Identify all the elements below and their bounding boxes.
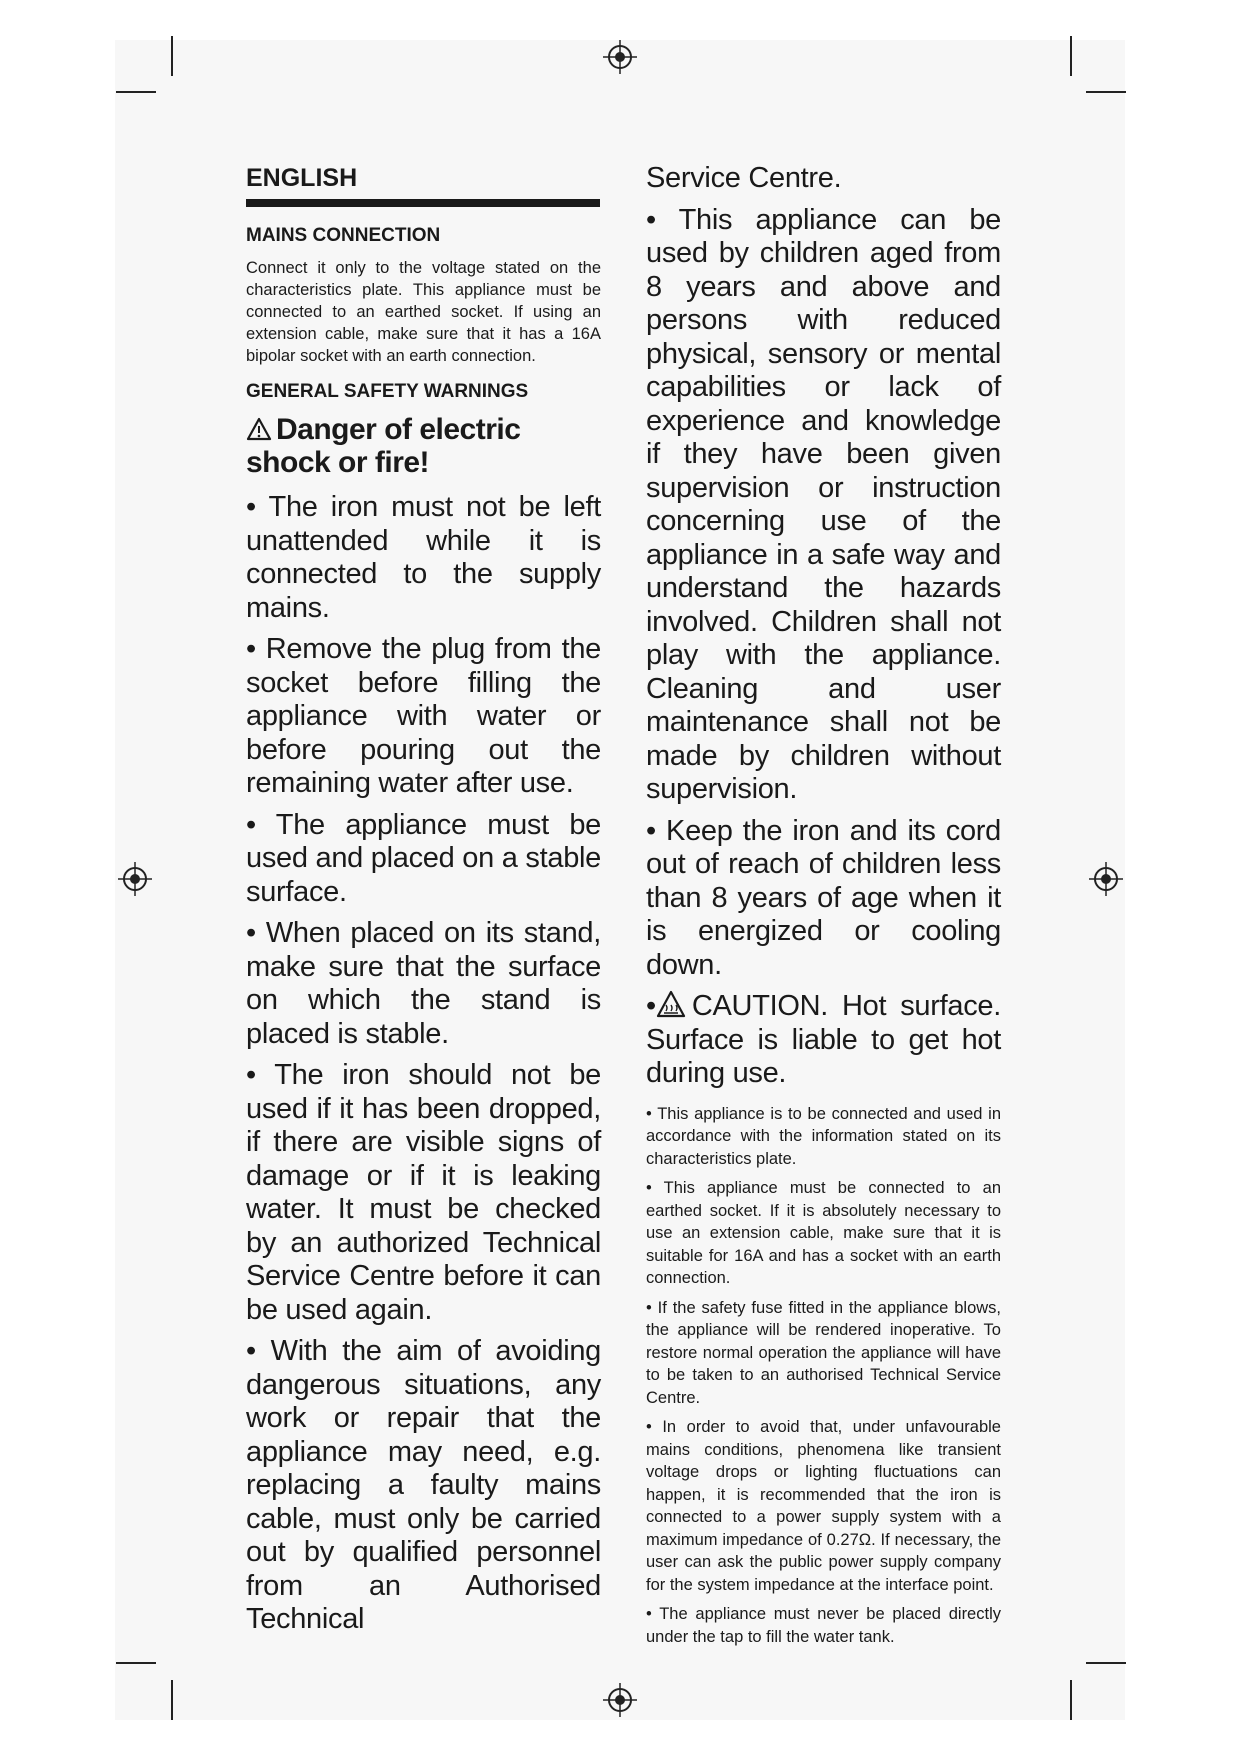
crop-mark [171, 1680, 173, 1720]
crop-mark [1086, 91, 1126, 93]
caution-text: CAUTION. Hot surface. Surface is liable to get hot during use. [646, 990, 1001, 1089]
hot-surface-icon [656, 990, 686, 1018]
safety-warnings-heading: GENERAL SAFETY WARNINGS [246, 381, 529, 402]
registration-mark-icon [1089, 862, 1123, 896]
children-warning: • This appliance can be used by children aged from 8 years and above and persons with reduced physical, sensory or mental capabilities or lack of experience and knowledge if they have been given supervision or instruction concerning use of the appliance in a safe way and understand the hazards involved. Children shall not play with the appliance. Cleaning and user maintenance shall not be made by children without supervision. [646, 203, 1001, 805]
info-paragraph: • If the safety fuse fitted in the appliance blows, the appliance will be rendered inoperative. To restore normal operation the appliance will have to be taken to an authorised Technical Service Centre. [646, 1298, 1001, 1407]
info-paragraph: • This appliance is to be connected and used in accordance with the information stated on its characteristics plate. [646, 1104, 1001, 1168]
danger-title-text: Danger of electric shock or fire! [246, 413, 521, 479]
caution-warning [646, 990, 1001, 1091]
mains-connection-text: Connect it only to the voltage stated on the characteristics plate. This appliance must be connected to an earthed socket. If using an extension cable, make sure that it has a 16A bipolar socket with an earth connection. [246, 259, 601, 365]
crop-mark [116, 91, 156, 93]
crop-mark [1070, 1680, 1072, 1720]
right-column [646, 160, 1001, 1655]
crop-mark [116, 1662, 156, 1664]
language-heading: ENGLISH [246, 164, 600, 207]
warning-paragraph: • The appliance must be used and placed on a stable surface. [246, 808, 601, 908]
warning-paragraph: • The iron must not be left unattended while it is connected to the supply mains. [246, 491, 601, 624]
danger-title [246, 413, 601, 479]
caution-bullet: • [646, 990, 656, 1022]
cord-warning: • Keep the iron and its cord out of reach of children less than 8 years of age when it is energized or cooling down. [646, 814, 1001, 981]
registration-mark-icon [603, 40, 637, 74]
registration-mark-icon [118, 862, 152, 896]
warning-paragraph: • The iron should not be used if it has been dropped, if there are visible signs of damage or if it is leaking water. It must be checked by an authorized Technical Service Centre before it can be used again. [246, 1059, 601, 1326]
mains-connection-heading: MAINS CONNECTION [246, 225, 441, 246]
crop-mark [171, 36, 173, 76]
crop-mark [1086, 1662, 1126, 1664]
info-paragraph: • The appliance must never be placed directly under the tap to fill the water tank. [646, 1605, 1001, 1646]
continuation-text: Service Centre. [646, 162, 842, 194]
warning-paragraph: • Remove the plug from the socket before filling the appliance with water or before pouring out the remaining water after use. [246, 633, 601, 799]
crop-mark [1070, 36, 1072, 76]
left-column [246, 160, 601, 1645]
warning-paragraph: • When placed on its stand, make sure that the surface on which the stand is placed is stable. [246, 917, 601, 1050]
warning-triangle-icon [246, 417, 272, 441]
info-paragraph: • In order to avoid that, under unfavourable mains conditions, phenomena like transient voltage drops or lighting fluctuations can happen, it is recommended that the iron is connected to a power supply system with a maximum impedance of 0.27Ω. If necessary, the user can ask the public power supply company for the system impedance at the interface point. [646, 1418, 1001, 1594]
registration-mark-icon [603, 1683, 637, 1717]
info-paragraph: • This appliance must be connected to an earthed socket. If it is absolutely necessary to use an extension cable, make sure that it is suitable for 16A and has a socket with an earth connection. [646, 1179, 1001, 1287]
warning-paragraph: • With the aim of avoiding dangerous situations, any work or repair that the appliance may need, e.g. replacing a faulty mains cable, must only be carried out by qualified personnel from an Authorised Technical [246, 1335, 601, 1635]
